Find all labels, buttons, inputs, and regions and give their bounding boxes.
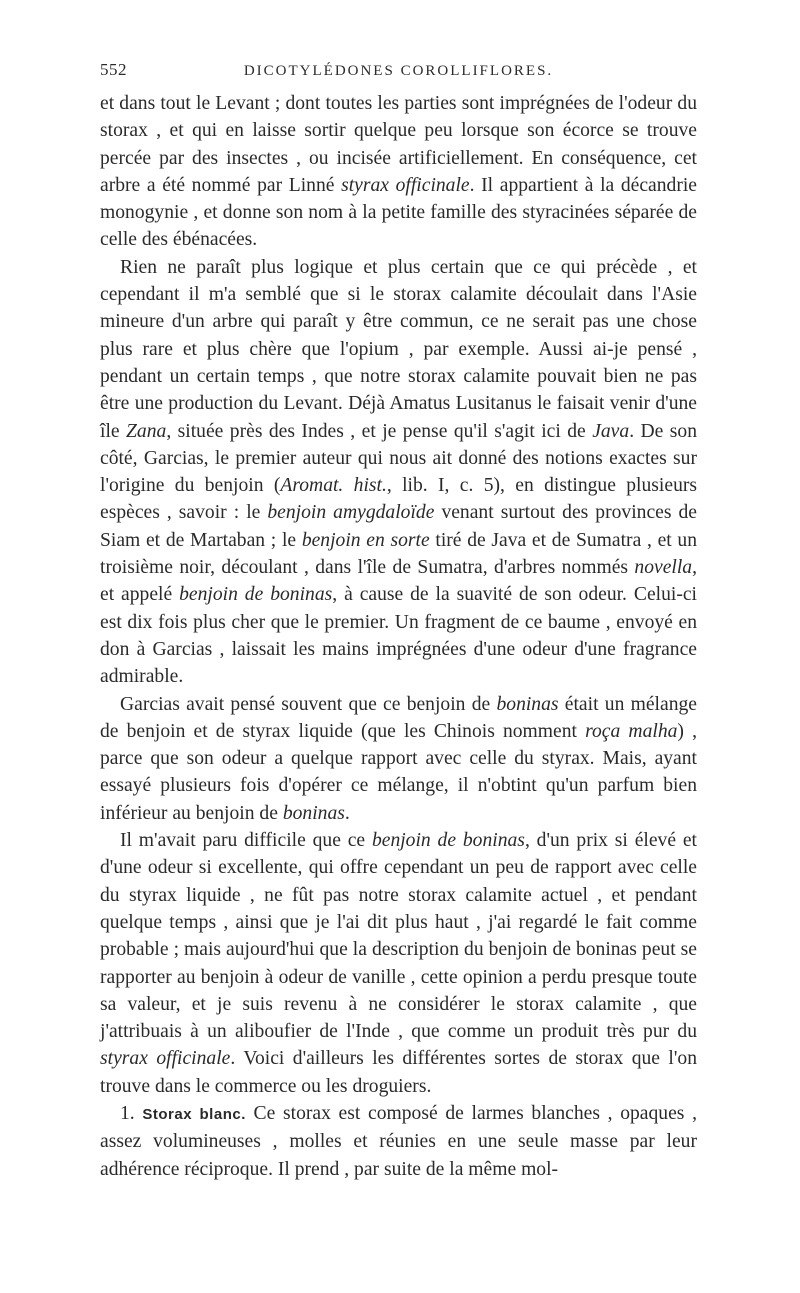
book-page bbox=[100, 60, 697, 1183]
running-title: DICOTYLÉDONES COROLLIFLORES. bbox=[243, 63, 554, 79]
section-number: 1. bbox=[120, 1102, 135, 1124]
paragraph-2: Rien ne paraît plus logique et plus certain que ce qui précède , et cependant il m'a semblé que si le storax calamite découlait dans l'Asie mineure d'un arbre qui paraît y être commun, ce ne serait pas une chose plus rare et plus chère que l'opium , par exemple. Aussi ai-je pensé , pendant un certain temps , que notre storax calamite pouvait bien ne pas être une production du Levant. Déjà Amatus Lusitanus le faisait venir d'une île Zana, située près des Indes , et je pense qu'il s'agit ici de Java. De son côté, Garcias, le premier auteur qui nous ait donné des notions exactes sur l'origine du benjoin (Aromat. hist., lib. I, c. 5), en distingue plusieurs espèces , savoir : le benjoin amygdaloïde venant surtout des provinces de Siam et de Martaban ; le benjoin en sorte tiré de Java et de Sumatra , et un troisième noir, découlant , dans l'île de Sumatra, d'arbres nommés novella, et appelé benjoin de boninas, à cause de la suavité de son odeur. Celui-ci est dix fois plus cher que le premier. Un fragment de ce baume , envoyé en don à Garcias , laissait les mains imprégnées d'une odeur d'une fragrance admirable. bbox=[100, 256, 698, 688]
paragraph-5: 1. Storax blanc. Ce storax est composé de larmes blanches , opaques , assez volumineuses , molles et réunies en une seule masse par leur adhérence réciproque. Il prend , par suite de la même mol- bbox=[100, 1102, 697, 1180]
section-heading: Storax blanc. bbox=[142, 1105, 246, 1123]
paragraph-1: et dans tout le Levant ; dont toutes les parties sont imprégnées de l'odeur du storax , et qui en laisse sortir quelque peu lorsque son écorce se trouve percée par des insectes , ou incisée artificiellement. En conséquence, cet arbre a été nommé par Linné styrax officinale. Il appartient à la décandrie monogynie , et donne son nom à la petite famille des styracinées séparée de celle des ébénacées. bbox=[100, 93, 697, 251]
running-header: 552 DICOTYLÉDONES COROLLIFLORES. bbox=[100, 60, 697, 90]
paragraph-4: Il m'avait paru difficile que ce benjoin de boninas, d'un prix si élevé et d'une odeur si excellente, qui offre cependant un peu de rapport avec celle du styrax liquide , ne fût pas notre storax calamite actuel , et pendant quelque temps , ainsi que je l'ai dit plus haut , j'ai regardé le fait comme probable ; mais aujourd'hui que la description du benjoin de boninas peut se rapporter au benjoin à odeur de vanille , cette opinion a perdu presque toute sa valeur, et je suis revenu à ne considérer le storax calamite , que j'attribuais à un aliboufier de l'Inde , que comme un produit très pur du styrax officinale. Voici d'ailleurs les différentes sortes de storax que l'on trouve dans le commerce ou les droguiers. bbox=[100, 830, 698, 1097]
body-text bbox=[100, 90, 697, 1183]
paragraph-3: Garcias avait pensé souvent que ce benjoin de boninas était un mélange de benjoin et de styrax liquide (que les Chinois nomment roça malha) , parce que son odeur a quelque rapport avec celle du styrax. Mais, ayant essayé plusieurs fois d'opérer ce mélange, il n'obtint qu'un parfum bien inférieur au benjoin de boninas. bbox=[100, 693, 697, 824]
